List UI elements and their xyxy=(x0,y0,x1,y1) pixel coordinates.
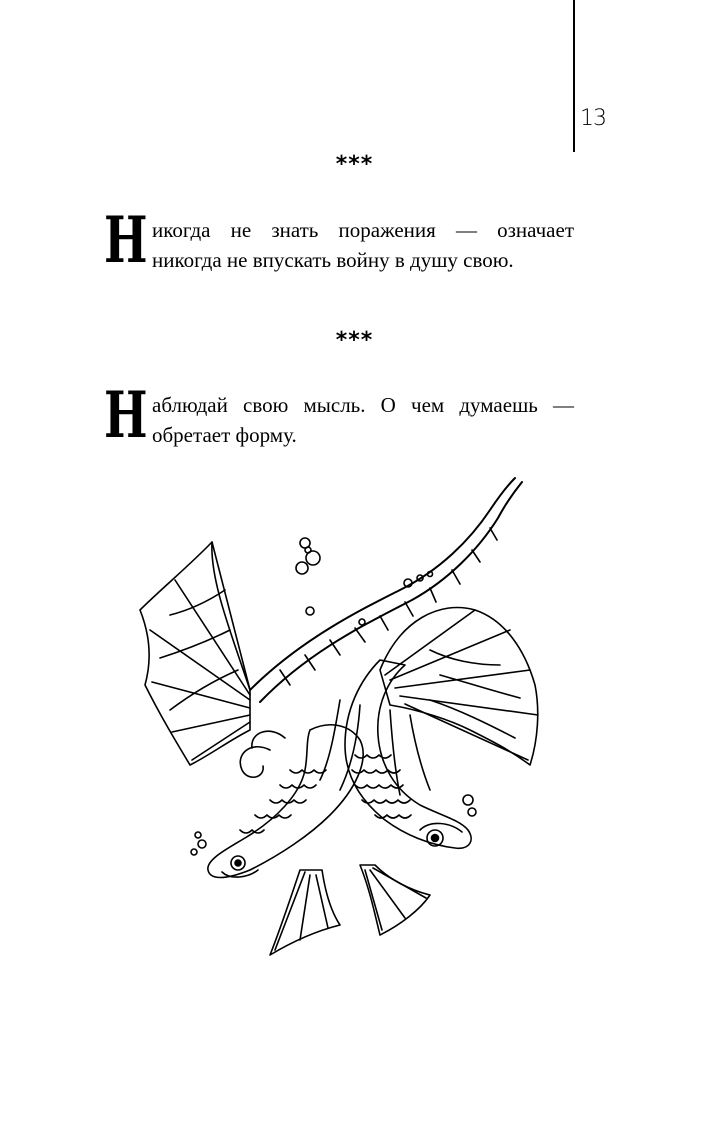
section-separator-1: *** xyxy=(335,152,374,177)
aphorism-line: обретает форму. xyxy=(152,423,297,447)
aphorism-line: аблюдай свою мысль. О чем думаешь — xyxy=(152,393,574,417)
aphorism-2 xyxy=(104,378,574,453)
page-number: 13 xyxy=(580,106,606,131)
drop-cap-initial: Н xyxy=(104,378,148,453)
section-separator-2: *** xyxy=(335,328,374,353)
aphorism-line: никогда не впускать войну в душу свою. xyxy=(152,248,514,272)
margin-rule xyxy=(573,0,575,152)
aphorism-1 xyxy=(104,203,574,278)
aphorism-line: икогда не знать поражения — означает xyxy=(152,218,574,242)
drop-cap-initial: Н xyxy=(104,203,148,278)
fish-pair-illustration xyxy=(130,470,550,970)
